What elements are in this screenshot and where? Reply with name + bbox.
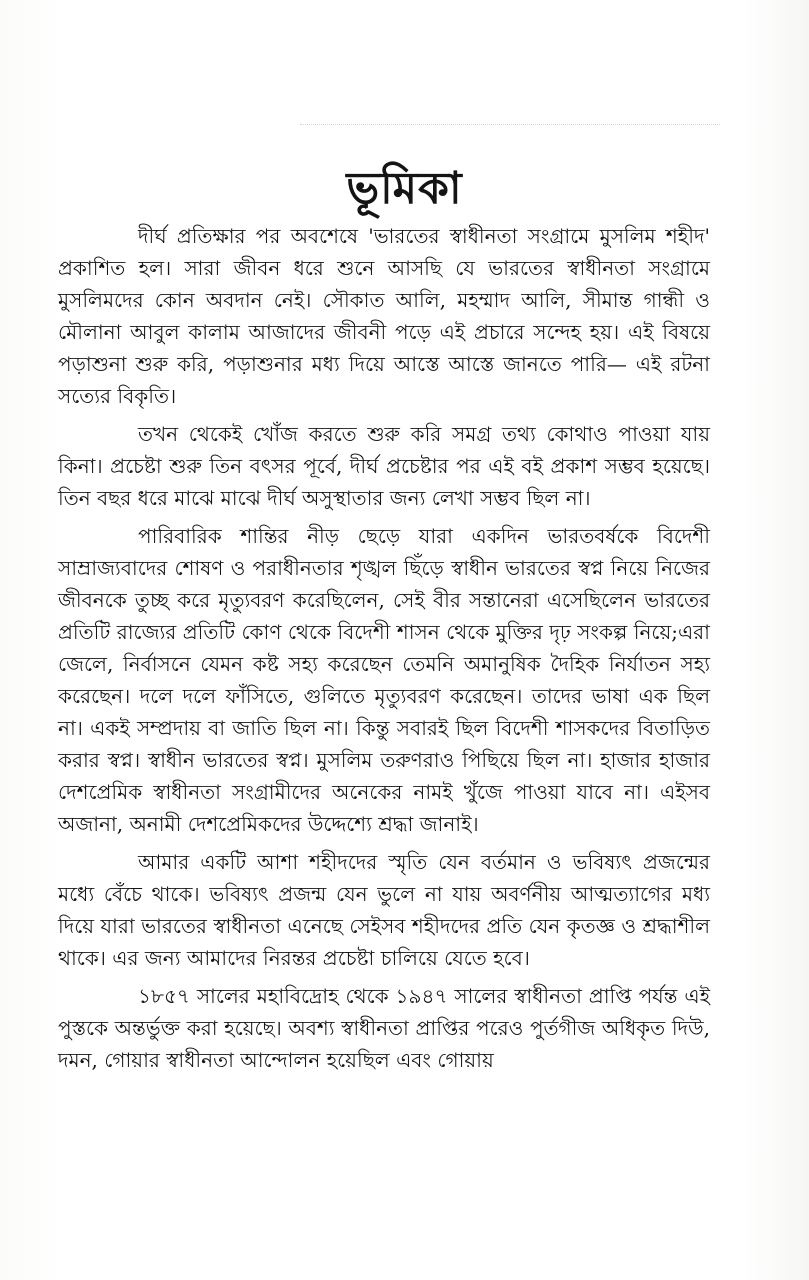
paragraph-3: পারিবারিক শান্তির নীড় ছেড়ে যারা একদিন ভারতবর্ষকে বিদেশী সাম্রাজ্যবাদের শোষণ ও পরাধীনতার শৃঙ্খল ছিঁড়ে স্বাধীন ভারতের স্বপ্ন নিয়ে নিজের জীবনকে তুচ্ছ করে মৃত্যুবরণ করেছিলেন, সেই বীর সন্তানেরা এসেছিলেন ভারতের প্রতিটি রাজ্যের প্রতিটি কোণ থেকে বিদেশী শাসন থেকে মুক্তির দৃঢ় সংকল্প নিয়ে;এরা জেলে, নির্বাসনে যেমন কষ্ট সহ্য করেছেন তেমনি অমানুষিক দৈহিক নির্যাতন সহ্য করেছেন। দলে দলে ফাঁসিতে, গুলিতে মৃত্যুবরণ করেছেন। তাদের ভাষা এক ছিল না। একই সম্প্রদায় বা জাতি ছিল না। কিন্তু সবারই ছিল বিদেশী শাসকদের বিতাড়িত করার স্বপ্ন। স্বাধীন ভারতের স্বপ্ন। মুসলিম তরুণরাও পিছিয়ে ছিল না। হাজার হাজার দেশপ্রেমিক স্বাধীনতা সংগ্রামীদের অনেকের নামই খুঁজে পাওয়া যাবে না। এইসব অজানা, অনামী দেশপ্রেমিকদের উদ্দেশ্যে শ্রদ্ধা জানাই। — [58, 524, 710, 836]
paragraph-1: দীর্ঘ প্রতিক্ষার পর অবশেষে 'ভারতের স্বাধীনতা সংগ্রামে মুসলিম শহীদ' প্রকাশিত হল। সারা জীবন ধরে শুনে আসছি যে ভারতের স্বাধীনতা সংগ্রামে মুসলিমদের কোন অবদান নেই। সৌকাত আলি, মহম্মাদ আলি, সীমান্ত গান্ধী ও মৌলানা আবুল কালাম আজাদের জীবনী পড়ে এই প্রচারে সন্দেহ হয়। এই বিষয়ে পড়াশুনা শুরু করি, পড়াশুনার মধ্য দিয়ে আস্তে আস্তে জানতে পারি— এই রটনা সত্যের বিকৃতি। — [58, 224, 710, 408]
paragraph-2: তখন থেকেই খোঁজ করতে শুরু করি সমগ্র তথ্য কোথাও পাওয়া যায় কিনা। প্রচেষ্টা শুরু তিন বৎসর পূর্বে, দীর্ঘ প্রচেষ্টার পর এই বই প্রকাশ সম্ভব হয়েছে। তিন বছর ধরে মাঝে মাঝে দীর্ঘ অসুস্থাতার জন্য লেখা সম্ভব ছিল না। — [58, 422, 710, 510]
body-text — [58, 220, 710, 1080]
paragraph-4: আমার একটি আশা শহীদদের স্মৃতি যেন বর্তমান ও ভবিষ্যৎ প্রজন্মের মধ্যে বেঁচে থাকে। ভবিষ্যৎ প্রজন্ম যেন ভুলে না যায় অবর্ণনীয় আত্মত্যাগের মধ্য দিয়ে যারা ভারতের স্বাধীনতা এনেছে সেইসব শহীদদের প্রতি যেন কৃতজ্ঞ ও শ্রদ্ধাশীল থাকে। এর জন্য আমাদের নিরন্তর প্রচেষ্টা চালিয়ে যেতে হবে। — [58, 850, 710, 970]
paragraph-5: ১৮৫৭ সালের মহাবিদ্রোহ থেকে ১৯৪৭ সালের স্বাধীনতা প্রাপ্তি পর্যন্ত এই পুস্তকে অন্তর্ভুক্ত করা হয়েছে। অবশ্য স্বাধীনতা প্রাপ্তির পরেও পুর্তগীজ অধিকৃত দিউ, দমন, গোয়ার স্বাধীনতা আন্দোলন হয়েছিল এবং গোয়ায় — [58, 984, 710, 1072]
bleed-through-line — [300, 124, 720, 126]
page-title: ভূমিকা — [346, 163, 463, 214]
